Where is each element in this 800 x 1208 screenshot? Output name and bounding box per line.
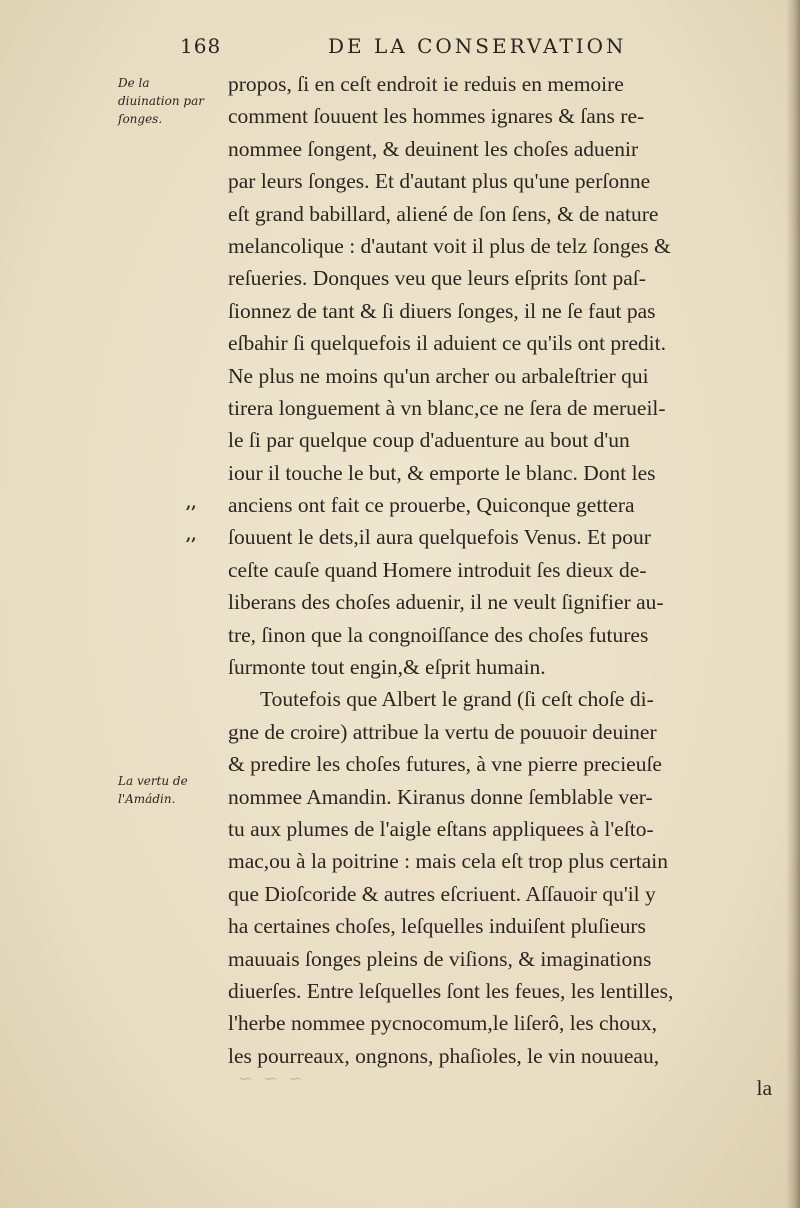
body-text: [228, 68, 784, 1105]
text-line: iour il touche le but, & emporte le blanc. Dont les: [228, 460, 656, 485]
text-line: mauuais ſonges pleins de viſions, & imaginations: [228, 946, 652, 971]
page-header: [180, 34, 700, 64]
text-line: eſbahir ſi quelquefois il aduient ce qu'ils ont predit.: [228, 331, 666, 356]
running-title: DE LA CONSERVATION: [328, 34, 627, 58]
catchword: la: [756, 1076, 772, 1101]
text-line: l'herbe nommee pycnocomum,le liſerô, les choux,: [228, 1011, 657, 1036]
text-line: le ſi par quelque coup d'aduenture au bout d'un: [228, 428, 630, 453]
text-line: nommee ſongent, & deuinent les choſes aduenir: [228, 136, 639, 161]
text-line: nommee Amandin. Kiranus donne ſemblable ver-: [228, 784, 653, 809]
quote-mark: ,,: [186, 526, 197, 544]
text-line: propos, ſi en ceſt endroit ie reduis en memoire: [228, 72, 624, 96]
text-line: tirera longuement à vn blanc,ce ne ſera de merueil-: [228, 395, 666, 420]
text-line: reſueries. Donques veu que leurs eſprits ſont paſ-: [228, 266, 646, 291]
text-line: comment ſouuent les hommes ignares & ſans re-: [228, 104, 645, 129]
text-line: par leurs ſonges. Et d'autant plus qu'une perſonne: [228, 169, 651, 194]
text-line: ſurmonte tout engin,& eſprit humain.: [228, 655, 546, 680]
text-line: tu aux plumes de l'aigle eſtans appliquees à l'eſto-: [228, 816, 654, 841]
page-gutter-shadow: [786, 0, 800, 1208]
page-number: 168: [180, 34, 222, 58]
text-line: & predire les choſes futures, à vne pierre precieuſe: [228, 752, 662, 777]
text-line: tre, ſinon que la congnoiſſance des choſes futures: [228, 622, 649, 647]
margin-note-divination: De la diuination par ſonges.: [118, 76, 204, 126]
text-line: diuerſes. Entre leſquelles ſont les feues, les lentilles,: [228, 978, 674, 1003]
text-line: liberans des choſes aduenir, il ne veult ſignifier au-: [228, 590, 664, 615]
text-line: que Dioſcoride & autres eſcriuent. Aſſauoir qu'il y: [228, 881, 656, 906]
text-line: ceſte cauſe quand Homere introduit ſes dieux de-: [228, 557, 647, 582]
text-line: melancolique : d'autant voit il plus de telz ſonges &: [228, 233, 671, 258]
quote-mark: ,,: [186, 494, 197, 512]
text-line: ſouuent le dets,il aura quelquefois Venus. Et pour: [228, 525, 651, 550]
text-line: Ne plus ne moins qu'un archer ou arbaleſtrier qui: [228, 363, 649, 388]
text-line: ha certaines choſes, leſquelles induiſent pluſieurs: [228, 914, 646, 939]
text-line: eſt grand babillard, aliené de ſon ſens, & de nature: [228, 201, 659, 226]
text-line: anciens ont fait ce prouerbe, Quiconque gettera: [228, 493, 635, 518]
text-line: mac,ou à la poitrine : mais cela eſt trop plus certain: [228, 849, 668, 874]
paragraph-start-line: Toutefois que Albert le grand (ſi ceſt choſe di-: [260, 687, 654, 712]
text-line: les pourreaux, ongnons, phaſioles, le vin nouueau,: [228, 1043, 660, 1068]
margin-note-amandin: La vertu de l'Amádin.: [118, 774, 188, 806]
text-line: ſionnez de tant & ſi diuers ſonges, il ne ſe faut pas: [228, 298, 656, 323]
text-line: gne de croire) attribue la vertu de pouuoir deuiner: [228, 719, 657, 744]
show-through-ink: ~ ~ ~: [236, 1068, 303, 1089]
